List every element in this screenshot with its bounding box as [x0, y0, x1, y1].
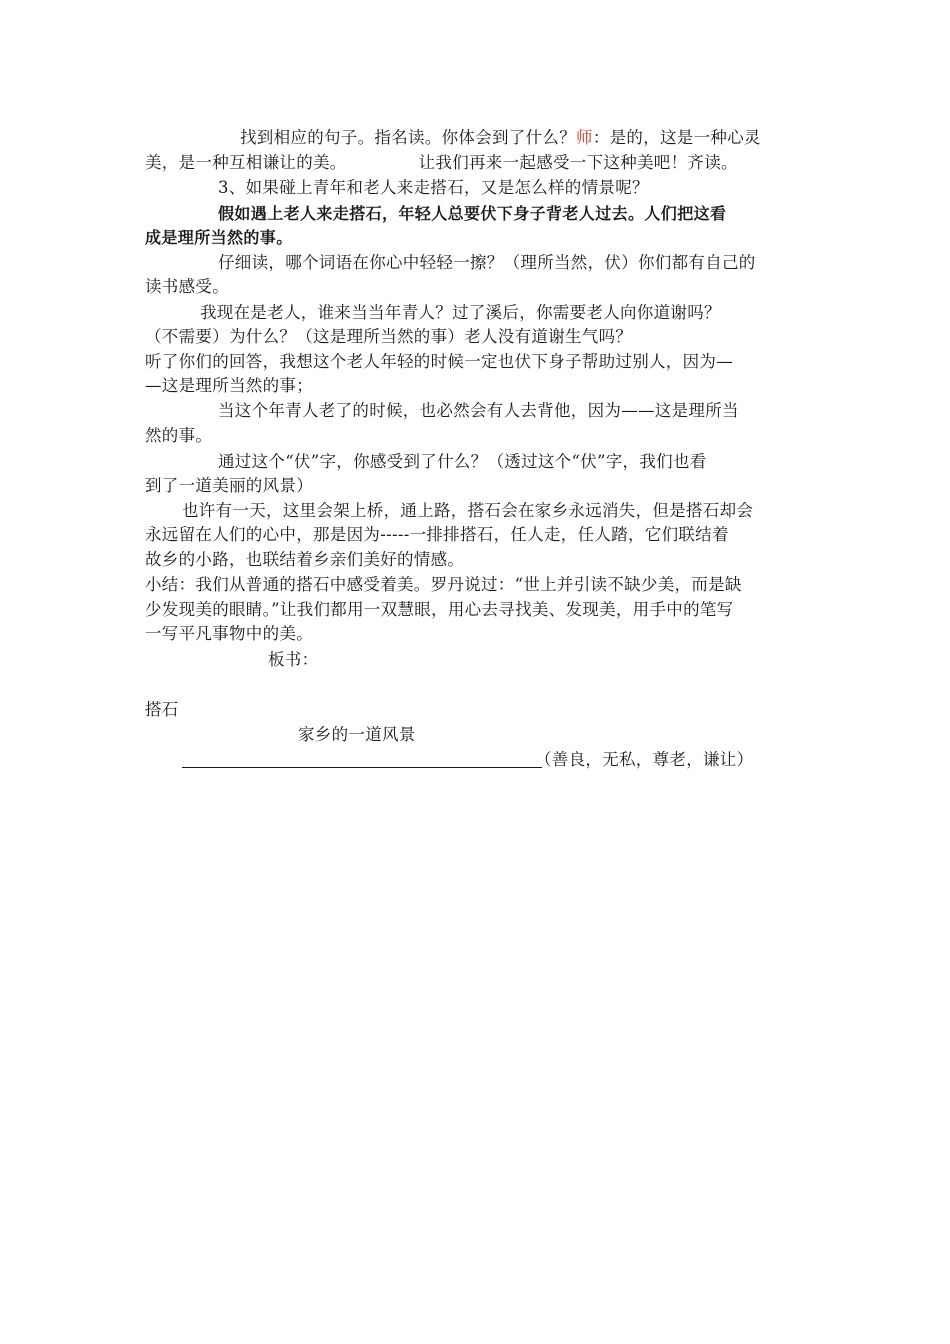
text-line: 到了一道美丽的风景） [145, 476, 313, 495]
board-keywords: （善良，无私，尊老，谦让） [535, 750, 754, 769]
text-line: 仔细读，哪个词语在你心中轻轻一擦？（理所当然，伏）你们都有自己的 [218, 253, 756, 272]
text-run: ：是的，这是一种心灵 [592, 128, 761, 147]
text-line: 少发现美的眼睛。”让我们都用一双慧眼，用心去寻找美、发现美，用手中的笔写 [145, 600, 734, 619]
text-line [240, 126, 905, 150]
text-line: 我现在是老人，谁来当当年青人？过了溪后，你需要老人向你道谢吗？ [200, 303, 721, 322]
text-run: 美，是一种互相谦让的美。 [145, 153, 347, 172]
text-line: 永远留在人们的心中，那是因为-----一排排搭石，任人走，任人踏，它们联结着 [145, 525, 729, 544]
underline-rule [182, 767, 542, 768]
text-run: 让我们再来一起感受一下这种美吧！齐读。 [418, 153, 738, 172]
text-line: 读书感受。 [145, 277, 229, 296]
text-line: 当这个年青人老了的时候，也必然会有人去背他，因为——这是理所当 [218, 401, 739, 420]
text-line [145, 151, 810, 175]
board-heading: 板书： [268, 650, 319, 669]
text-line: 听了你们的回答，我想这个老人年轻的时候一定也伏下身子帮助过别人，因为— [145, 352, 733, 371]
text-line: 也许有一天，这里会架上桥，通上路，搭石会在家乡永远消失，但是搭石却会 [182, 501, 754, 520]
text-line: 故乡的小路，也联结着乡亲们美好的情感。 [145, 550, 465, 569]
text-line: 小结：我们从普通的搭石中感受着美。罗丹说过：“世上并引读不缺少美，而是缺 [145, 575, 742, 594]
text-line: （不需要）为什么？（这是理所当然的事）老人没有道谢生气吗？ [145, 327, 633, 346]
bold-text-line: 假如遇上老人来走搭石，年轻人总要伏下身子背老人过去。人们把这看 [218, 204, 727, 223]
bold-text-line: 成是理所当然的事。 [145, 228, 293, 247]
text-line: 然的事。 [145, 426, 213, 445]
board-subtitle: 家乡的一道风景 [298, 725, 416, 744]
text-run: 找到相应的句子。指名读。你体会到了什么？ [240, 128, 576, 147]
teacher-marker: 师 [576, 128, 593, 147]
text-line: 3、如果碰上青年和老人来走搭石，又是怎么样的情景呢？ [218, 178, 649, 197]
text-line: —这是理所当然的事； [145, 376, 313, 395]
text-line: 一写平凡事物中的美。 [145, 624, 313, 643]
text-line: 通过这个“伏”字，你感受到了什么？（透过这个“伏”字，我们也看 [218, 452, 707, 471]
board-title: 搭石 [145, 700, 179, 719]
